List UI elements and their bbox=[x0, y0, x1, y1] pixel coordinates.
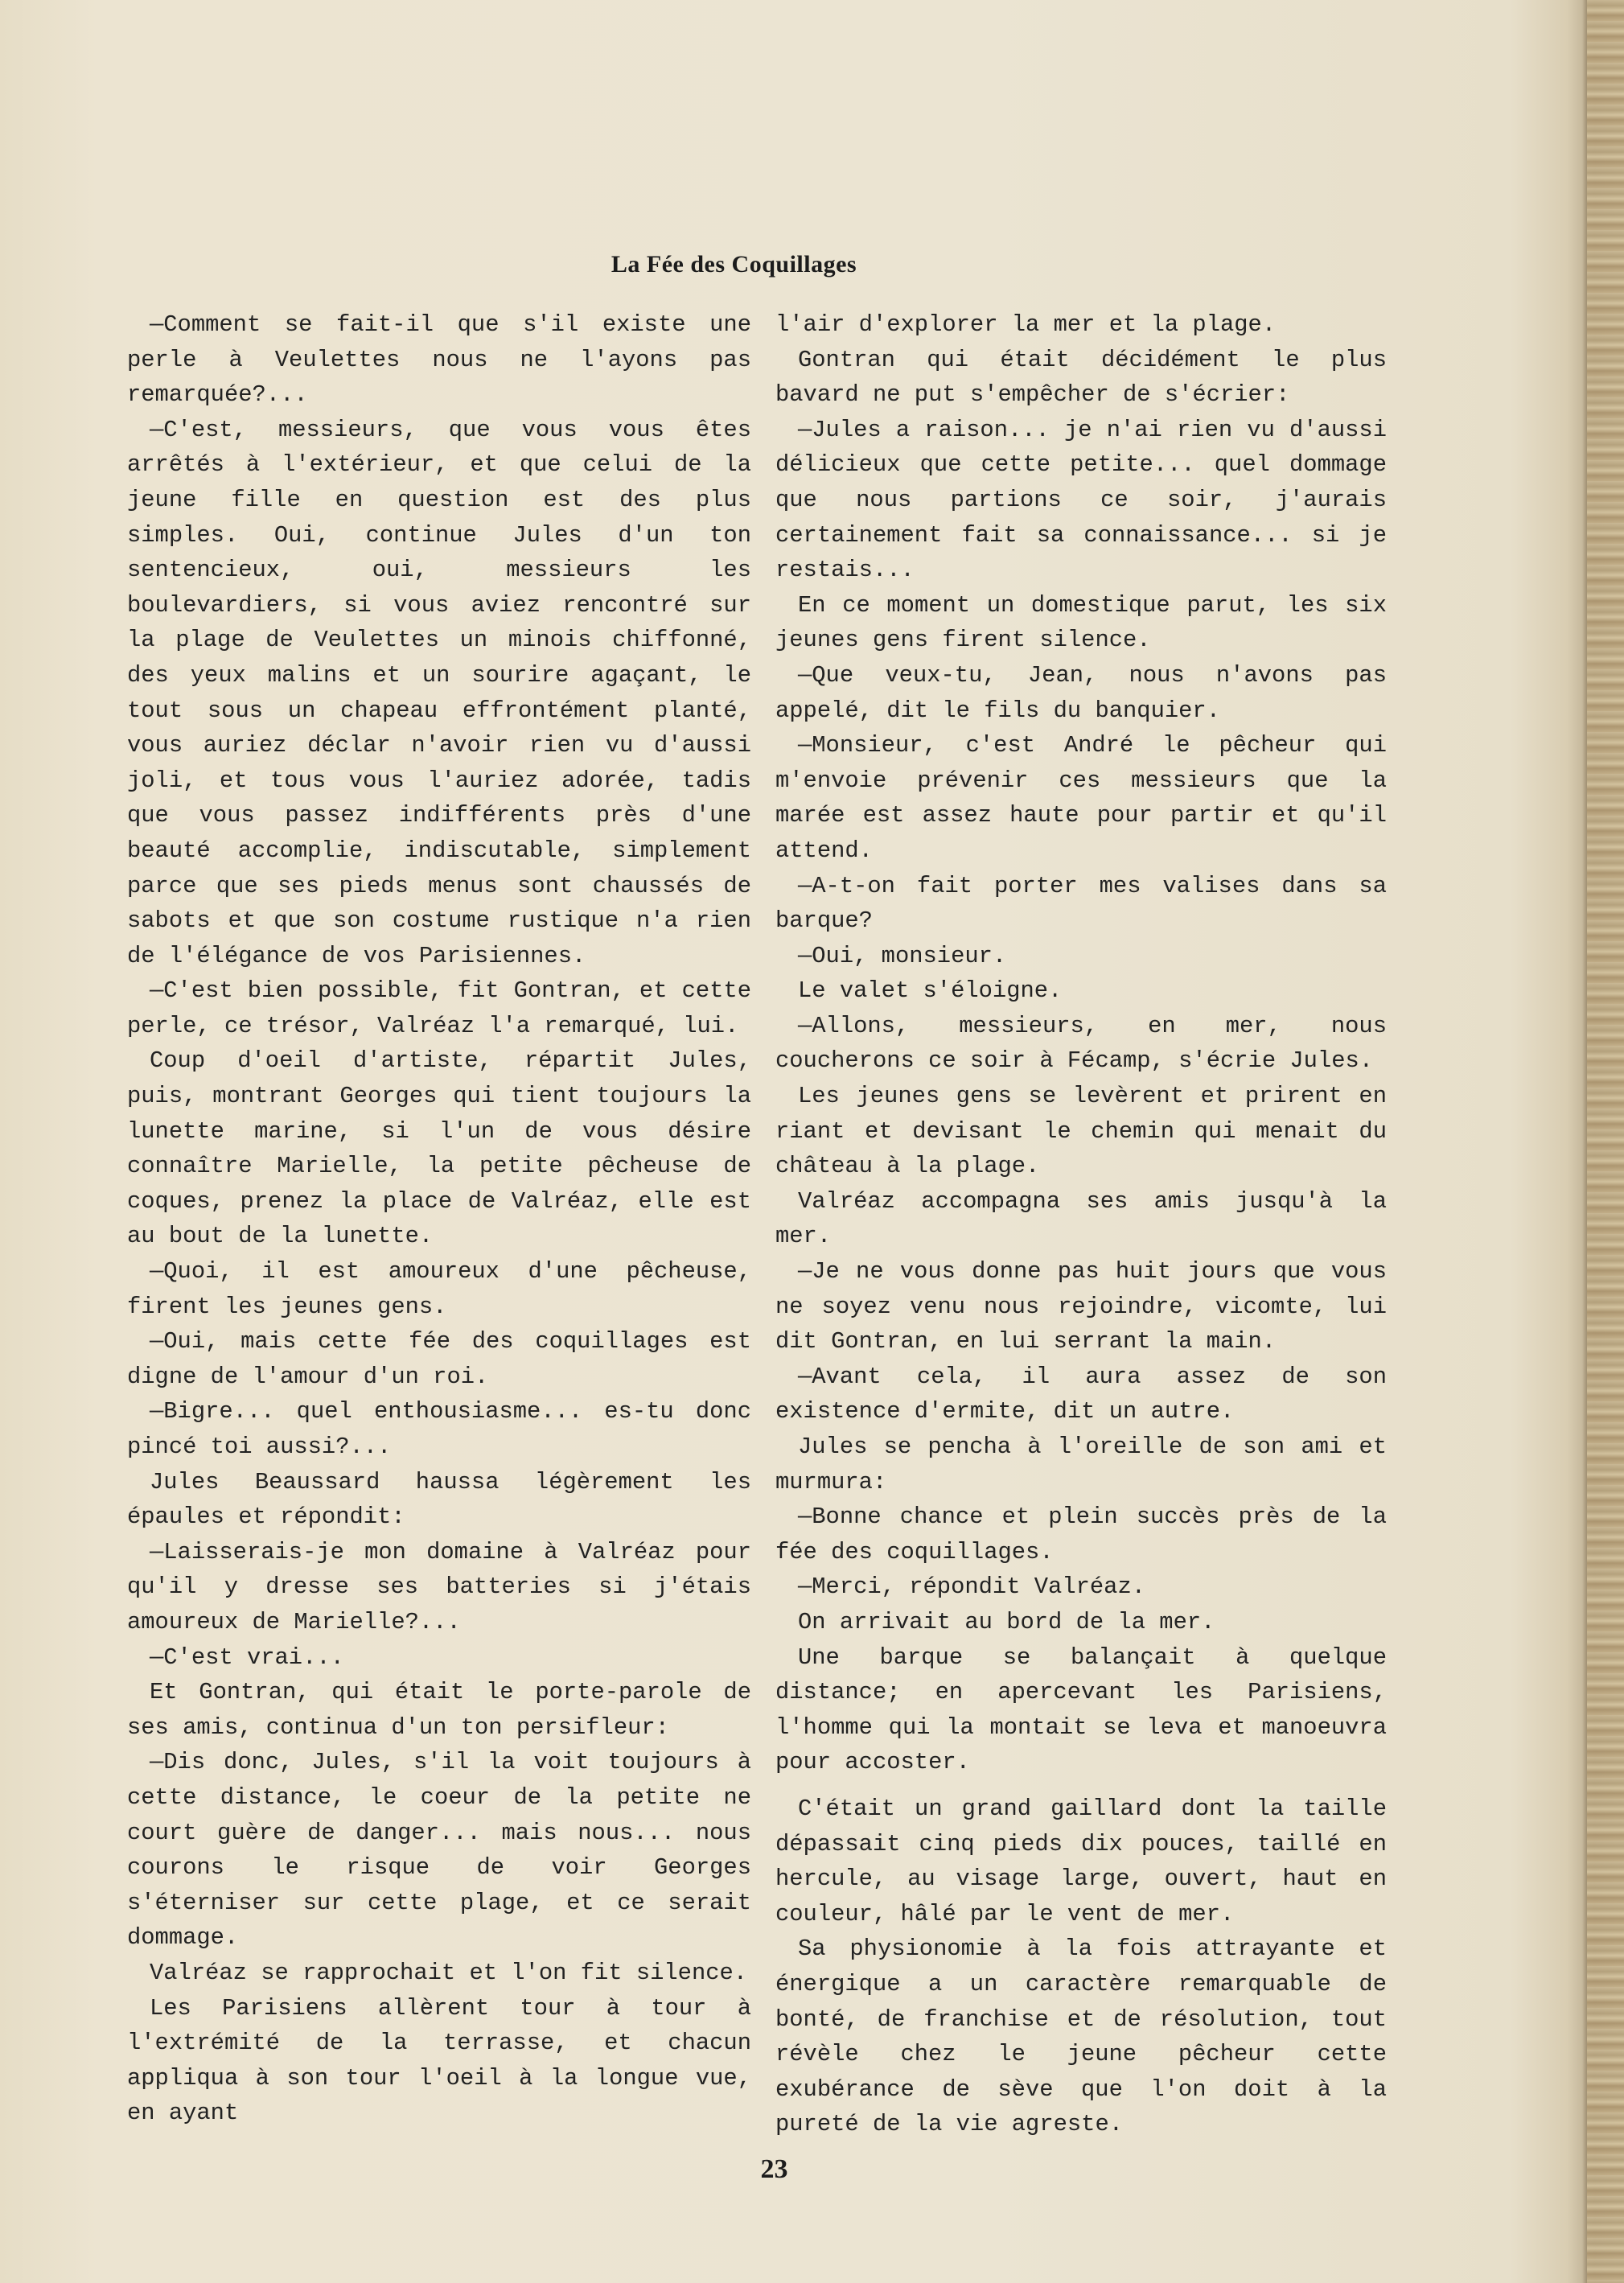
paragraph: On arrivait au bord de la mer. bbox=[798, 1608, 1215, 1635]
paragraph: Le valet s'éloigne. bbox=[798, 977, 1063, 1005]
paragraph: —Oui, monsieur. bbox=[798, 942, 1007, 969]
paragraph: —Laisserais-je mon domaine à Valréaz pour qu'il y dresse ses batteries si j'étais amoureux de Marielle?... bbox=[127, 1538, 751, 1635]
paragraph: Gontran qui était décidément le plus bavard ne put s'empêcher de s'écrier: bbox=[775, 346, 1387, 409]
paragraph: C'était un grand gaillard dont la taille dépassait cinq pieds dix pouces, taillé en hercule, au visage large, ouvert, haut en couleur, hâlé par le vent de mer. bbox=[775, 1795, 1387, 1927]
paragraph: —A-t-on fait porter mes valises dans sa barque? bbox=[775, 872, 1387, 935]
paragraph: —Avant cela, il aura assez de son existence d'ermite, dit un autre. bbox=[775, 1363, 1387, 1425]
paragraph: —Bonne chance et plein succès près de la fée des coquillages. bbox=[775, 1503, 1387, 1565]
paragraph: —Oui, mais cette fée des coquillages est digne de l'amour d'un roi. bbox=[127, 1328, 751, 1390]
paragraph: Les jeunes gens se levèrent et prirent en riant et devisant le chemin qui menait du château à la plage. bbox=[775, 1083, 1387, 1180]
paragraph: En ce moment un domestique parut, les six jeunes gens firent silence. bbox=[775, 591, 1387, 654]
paragraph: —C'est, messieurs, que vous vous êtes arrêtés à l'extérieur, et que celui de la jeune fille en question est des plus simples. Oui, continue Jules d'un ton sentencieux, oui, messieurs les boulevardiers, si vous aviez rencontré sur la plage de Veulettes un minois chiffonné, des yeux malins et un sourire agaçant, le tout sous un chapeau effrontément planté, vous auriez déclar n'avoir rien vu d'aussi joli, et tous vous l'auriez adorée, tadis que vous passez indifférents près d'une beauté accomplie, indiscutable, simplement parce que ses pieds menus sont chaussés de sabots et que son costume rustique n'a rien de l'élégance de vos Parisiennes. bbox=[127, 416, 751, 969]
left-column bbox=[127, 307, 751, 2131]
paragraph: Valréaz accompagna ses amis jusqu'à la mer. bbox=[775, 1187, 1387, 1250]
paragraph: —Jules a raison... je n'ai rien vu d'aussi délicieux que cette petite... quel dommage que nous partions ce soir, j'aurais certainement fait sa connaissance... si je restais... bbox=[775, 416, 1387, 584]
paragraph: Sa physionomie à la fois attrayante et énergique a un caractère remarquable de bonté, de franchise et de résolution, tout révèle chez le jeune pêcheur cette exubérance de sève que l'on doit à la pureté de la vie agreste. bbox=[775, 1935, 1387, 2138]
paragraph: —Allons, messieurs, en mer, nous coucherons ce soir à Fécamp, s'écrie Jules. bbox=[775, 1012, 1387, 1075]
paragraph: Valréaz se rapprochait et l'on fit silence. bbox=[150, 1959, 748, 1986]
paragraph: —Comment se fait-il que s'il existe une perle à Veulettes nous ne l'ayons pas remarquée?... bbox=[127, 311, 751, 409]
paragraph: —C'est vrai... bbox=[150, 1643, 344, 1671]
paragraph: —Merci, répondit Valréaz. bbox=[798, 1573, 1146, 1601]
paragraph: Une barque se balançait à quelque distance; en apercevant les Parisiens, l'homme qui la montait se leva et manoeuvra pour accoster. bbox=[775, 1643, 1387, 1776]
paragraph: Les Parisiens allèrent tour à tour à l'extrémité de la terrasse, et chacun appliqua à son tour l'oeil à la longue vue, en ayant bbox=[127, 1994, 751, 2127]
paragraph: —Monsieur, c'est André le pêcheur qui m'envoie prévenir ces messieurs que la marée est assez haute pour partir et qu'il attend. bbox=[775, 732, 1387, 864]
page-number: 23 bbox=[760, 2154, 788, 2184]
paragraph: —Je ne vous donne pas huit jours que vous ne soyez venu nous rejoindre, vicomte, lui dit Gontran, en lui serrant la main. bbox=[775, 1258, 1387, 1355]
book-spine bbox=[1587, 0, 1624, 2283]
paragraph: —Dis donc, Jules, s'il la voit toujours à cette distance, le coeur de la petite ne court guère de danger... mais nous... nous courons le risque de voir Georges s'éterniser sur cette plage, et ce serait dommage. bbox=[127, 1749, 751, 1952]
paragraph-continuation: l'air d'explorer la mer et la plage. bbox=[775, 311, 1277, 338]
paragraph: —C'est bien possible, fit Gontran, et cette perle, ce trésor, Valréaz l'a remarqué, lui. bbox=[127, 977, 751, 1039]
running-title: La Fée des Coquillages bbox=[611, 251, 857, 278]
paragraph: Jules se pencha à l'oreille de son ami et murmura: bbox=[775, 1434, 1387, 1495]
right-column bbox=[775, 307, 1387, 2142]
paragraph: Et Gontran, qui était le porte-parole de ses amis, continua d'un ton persifleur: bbox=[127, 1679, 751, 1741]
paragraph: Jules Beaussard haussa légèrement les épaules et répondit: bbox=[127, 1468, 751, 1531]
paragraph: —Bigre... quel enthousiasme... es-tu donc pincé toi aussi?... bbox=[127, 1398, 751, 1460]
paragraph: —Quoi, il est amoureux d'une pêcheuse, firent les jeunes gens. bbox=[127, 1258, 751, 1320]
paragraph: —Que veux-tu, Jean, nous n'avons pas appelé, dit le fils du banquier. bbox=[775, 661, 1387, 724]
paragraph: Coup d'oeil d'artiste, répartit Jules, puis, montrant Georges qui tient toujours la lunette marine, si l'un de vous désire connaître Marielle, la petite pêcheuse de coques, prenez la place de Valréaz, elle est au bout de la lunette. bbox=[127, 1047, 751, 1250]
